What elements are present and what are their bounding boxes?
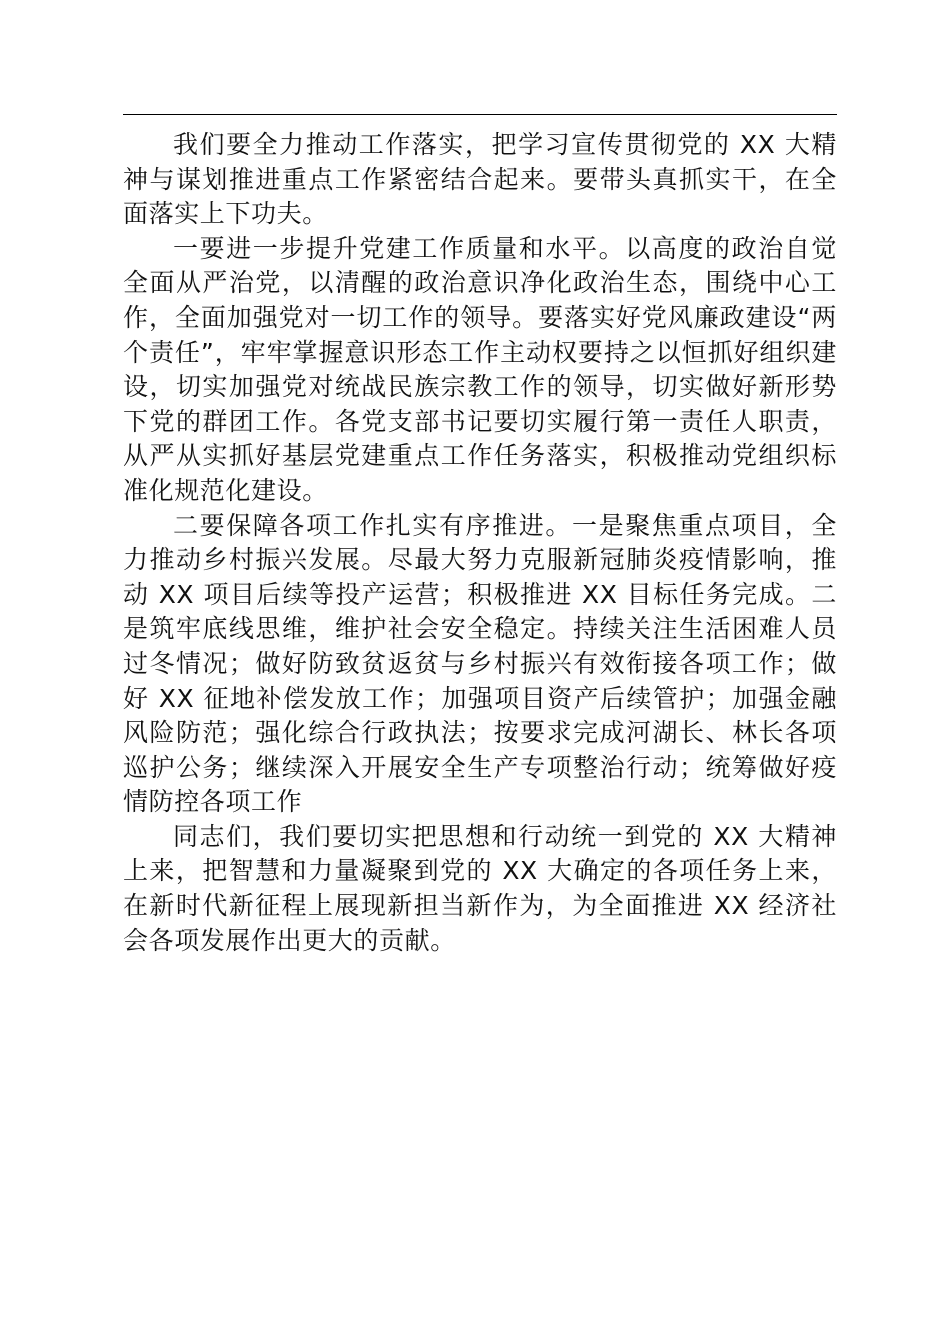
document-body bbox=[123, 128, 837, 958]
header-rule bbox=[123, 114, 837, 115]
paragraph-intro: 我们要全力推动工作落实，把学习宣传贯彻党的 XX 大精神与谋划推进重点工作紧密结合起来。要带头真抓实干，在全面落实上下功夫。 bbox=[123, 130, 837, 229]
paragraph-work-progress: 二要保障各项工作扎实有序推进。一是聚焦重点项目，全力推动乡村振兴发展。尽最大努力克服新冠肺炎疫情影响，推动 XX 项目后续等投产运营；积极推进 XX 目标任务完成。二是筑牢底线思维，维护社会安全稳定。持续关注生活困难人员过冬情况；做好防致贫返贫与乡村振兴有效衔接各项工作；做好 XX 征地补偿发放工作；加强项目资产后续管护；加强金融风险防范；强化综合行政执法；按要求完成河湖长、林长各项巡护公务；继续深入开展安全生产专项整治行动；统筹做好疫情防控各项工作 bbox=[123, 510, 837, 817]
paragraph-party-building: 一要进一步提升党建工作质量和水平。以高度的政治自觉全面从严治党，以清醒的政治意识净化政治生态，围绕中心工作，全面加强党对一切工作的领导。要落实好党风廉政建设“两个责任”，牢牢掌握意识形态工作主动权要持之以恒抓好组织建设，切实加强党对统战民族宗教工作的领导，切实做好新形势下党的群团工作。各党支部书记要切实履行第一责任人职责，从严从实抓好基层党建重点工作任务落实，积极推动党组织标准化规范化建设。 bbox=[123, 233, 837, 505]
paragraph-closing: 同志们，我们要切实把思想和行动统一到党的 XX 大精神上来，把智慧和力量凝聚到党的 XX 大确定的各项任务上来，在新时代新征程上展现新担当新作为，为全面推进 XX 经济社会各项发展作出更大的贡献。 bbox=[123, 821, 837, 955]
